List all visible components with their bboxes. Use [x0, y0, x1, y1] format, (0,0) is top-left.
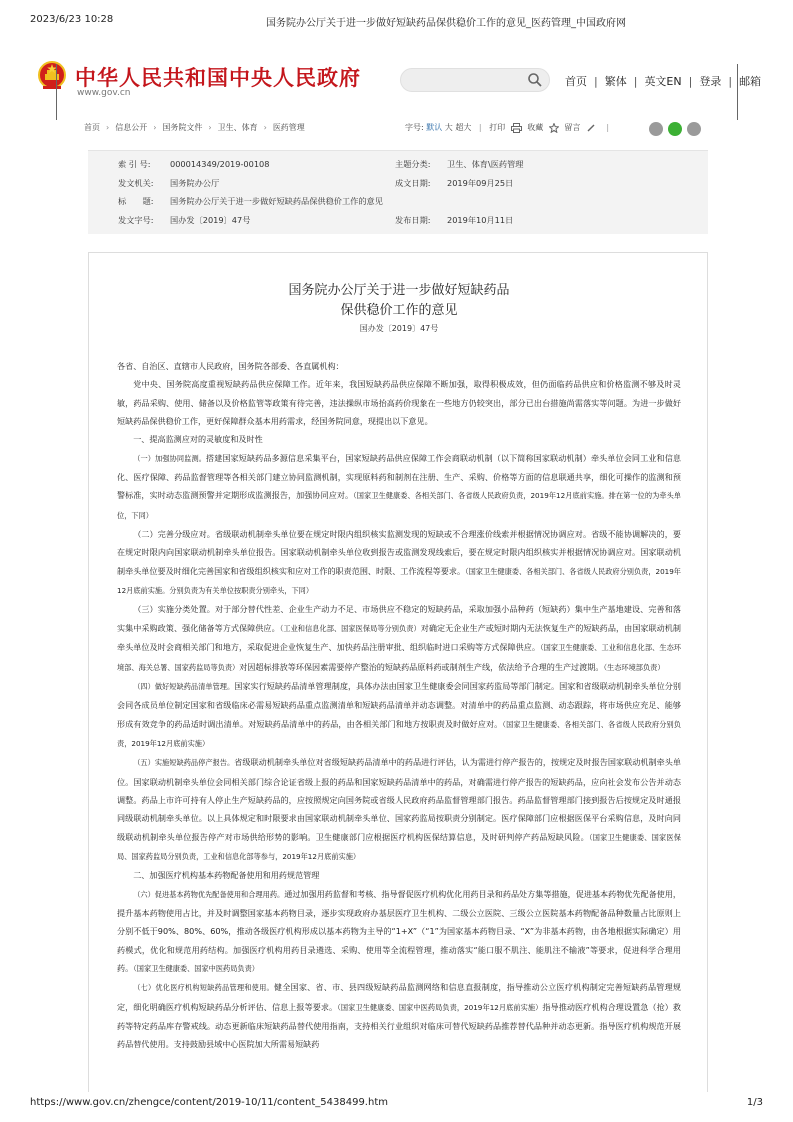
meta-docno-row: 发文字号: 国办发〔2019〕47号 — [118, 215, 251, 225]
meta-written-row: 成文日期: 2019年09月25日 — [395, 178, 514, 188]
print-page-title: 国务院办公厅关于进一步做好短缺药品保供稳价工作的意见_医药管理_中国政府网 — [266, 18, 626, 29]
search-input[interactable] — [400, 68, 550, 92]
doc-para-6: （六）促进基本药物优先配备使用和合理用药。通过加强用药监督和考核、指导督促医疗机构优化用药目录和药品处方集等措施，促进基本药物优先配备使用，提升基本药物使用占比，并及时调整国家基本药物目录，逐步实现政府办基层医疗卫生机构、二级公立医院、三级公立医院基本药物配备品种数量占比原则上分别不低于90%、80%、60%，推动各级医疗机构形成以基本药物为主导的“1+X”（“1”为国家基本药物目录、“X”为非基本药物，由各地根据实际确定）用药模式，优化和规范用药结构。加强医疗机构用药目录遴选、采购、使用等全流程管理，推动落实“能口服不肌注、能肌注不输液”等要求，促进科学合理用药。（国家卫生健康委、国家中医药局负责） — [117, 888, 681, 973]
breadcrumb: 首页 › 信息公开 › 国务院文件 › 卫生、体育 › 医药管理 — [84, 123, 305, 132]
share-bar — [649, 118, 706, 137]
layout-guide-left — [56, 64, 57, 120]
pencil-icon[interactable] — [586, 123, 596, 133]
qzone-share-icon[interactable] — [687, 122, 701, 136]
site-banner — [37, 54, 762, 104]
meta-index-row: 索 引 号: 000014349/2019-00108 — [118, 159, 270, 169]
meta-topic-row: 主题分类: 卫生、体育\医药管理 — [395, 159, 524, 169]
doc-title-line1: 国务院办公厅关于进一步做好短缺药品 — [288, 283, 510, 298]
crumb-health-sports[interactable]: 卫生、体育 — [217, 123, 258, 132]
crumb-medicine[interactable]: 医药管理 — [272, 123, 305, 132]
print-url: https://www.gov.cn/zhengce/content/2019-10/11/content_5438499.htm — [30, 1097, 388, 1108]
search-icon[interactable] — [527, 72, 543, 88]
nav-mail[interactable]: 邮箱 — [739, 75, 762, 88]
document-body — [88, 252, 708, 1092]
meta-issuer-row: 发文机关: 国务院办公厅 — [118, 178, 220, 188]
star-icon[interactable] — [549, 123, 559, 133]
page-tools: 字号: 默认 大 超大 | 打印 收藏 留言 | — [405, 123, 610, 132]
doc-heading-1: 一、提高监测应对的灵敏度和及时性 — [133, 434, 263, 445]
nav-home[interactable]: 首页 — [565, 75, 587, 88]
wechat-share-icon[interactable] — [668, 122, 682, 136]
doc-heading-2: 二、加强医疗机构基本药物配备使用和用药规范管理 — [133, 870, 320, 881]
doc-salutation: 各省、自治区、直辖市人民政府，国务院各部委、各直属机构： — [117, 361, 344, 371]
national-emblem-icon[interactable] — [37, 60, 67, 92]
comment-button[interactable]: 留言 — [564, 123, 581, 132]
doc-para-4: （四）做好短缺药品清单管理。国家实行短缺药品清单管理制度，具体办法由国家卫生健康委会同国家药监局等部门制定。国家和省级联动机制牵头单位分别会同各成员单位制定国家和省级临床必需易短缺药品重点监测清单和短缺药品清单并动态调整。对清单中的药品重点监测、动态跟踪，将市场供应充足、能够形成有效竞争的药品适时调出清单。对短缺药品清单中的药品，由各相关部门和地方按职责及时做好应对。（国家卫生健康委、各相关部门、各省级人民政府分别负责，2019年12月底前实施） — [117, 680, 681, 748]
meta-published-row: 发布日期: 2019年10月11日 — [395, 215, 514, 225]
weibo-share-icon[interactable] — [649, 122, 663, 136]
doc-para-5: （五）实施短缺药品停产报告。省级联动机制牵头单位对省级短缺药品清单中的药品进行评估，认为需进行停产报告的，按规定及时报告国家联动机制牵头单位。国家联动机制牵头单位会同相关部门综合论证省级上报的药品和国家短缺药品清单中的药品，对确需进行停产报告的短缺药品，应向社会发布公告并动态调整。药品上市许可持有人停止生产短缺药品的，应按照规定向国务院或省级人民政府药品监督管理部门报告。药品监督管理部门接到报告后按规定及时通报同级联动机制牵头单位。以上具体规定和时限要求由国家联动机制牵头单位、国家药监局按职责分别制定。医疗保障部门应根据医保平台采购信息，及时向同级联动机制牵头单位报告停产对市场供给形势的影响。卫生健康部门应根据医疗机构医保结算信息，及时研判停产药品短缺风险。（国家卫生健康委、国家医保局、国家药监局分别负责，工业和信息化部等参与，2019年12月底前实施） — [117, 757, 681, 861]
site-url: www.gov.cn — [77, 88, 131, 98]
doc-para-2: （二）完善分级应对。省级联动机制牵头单位要在规定时限内组织核实监测发现的短缺或不合理涨价线索并根据情况协调应对。省级不能协调解决的，要在规定时限内向国家联动机制牵头单位报告。国家联动机制牵头单位收到报告或监测发现线索后，要在规定时限内组织核实并根据情况协调应对。国家联动机制牵头单位要及时细化完善国家和省级组织核实和应对工作的职责范围、时限、工作流程等要求。（国家卫生健康委、各相关部门、各省级人民政府分别负责，2019年12月底前实施。分别负责为有关单位按职责分别牵头，下同） — [117, 529, 681, 596]
doc-number: 国办发〔2019〕47号 — [359, 324, 439, 333]
document-metadata — [88, 150, 708, 234]
top-nav: 首页 | 繁体 | 英文EN | 登录 | 邮箱 — [565, 75, 762, 88]
printer-icon[interactable] — [511, 123, 522, 133]
font-size-label: 字号: — [405, 123, 424, 132]
crumb-home[interactable]: 首页 — [84, 123, 100, 132]
favorite-button[interactable]: 收藏 — [527, 123, 544, 132]
layout-guide-right — [737, 64, 738, 120]
print-button[interactable]: 打印 — [489, 123, 506, 132]
print-datetime: 2023/6/23 10:28 — [30, 14, 114, 25]
doc-intro: 党中央、国务院高度重视短缺药品供应保障工作。近年来，我国短缺药品供应保障不断加强，取得积极成效，但仍面临药品供应和价格监测不够及时灵敏，药品采购、使用、储备以及价格监管等政策有待完善，违法操纵市场抬高药价现象在一些地方仍较突出，部分已出台措施尚需落实等问题。为进一步做好短缺药品保供稳价工作，更好保障群众基本用药需求，经国务院同意，现提出以下意见。 — [117, 379, 681, 427]
nav-english[interactable]: 英文EN — [644, 75, 682, 88]
font-large-button[interactable]: 大 — [444, 123, 453, 132]
doc-para-3: （三）实施分类处置。对于部分替代性差、企业生产动力不足、市场供应不稳定的短缺药品，采取加强小品种药（短缺药）集中生产基地建设、完善和落实集中采购政策、强化储备等方式保障供应。（工业和信息化部、国家医保局等分别负责）对确定无企业生产或短时期内无法恢复生产的短缺药品，由国家联动机制牵头单位及时会商相关部门和地方，采取促进企业恢复生产、加快药品注册审批、组织临时进口采购等方式保障供应。（国家卫生健康委、工业和信息化部、生态环境部、海关总署、国家药监局等负责）对因超标排放等环保因素需要停产整治的短缺药品原料药或制剂生产线，依法给予合理的生产过渡期。（生态环境部负责） — [117, 604, 681, 672]
crumb-state-docs[interactable]: 国务院文件 — [162, 123, 203, 132]
nav-traditional[interactable]: 繁体 — [604, 75, 627, 88]
meta-title-row: 标 题: 国务院办公厅关于进一步做好短缺药品保供稳价工作的意见 — [118, 196, 383, 206]
doc-title-line2: 保供稳价工作的意见 — [340, 303, 458, 318]
doc-para-1: （一）加强协同监测。搭建国家短缺药品多源信息采集平台，国家短缺药品供应保障工作会商联动机制（以下简称国家联动机制）牵头单位会同工业和信息化、医疗保障、药品监督管理等各相关部门建立协同监测机制，实现原料药和制剂在注册、生产、采购、价格等方面的信息联通共享，细化可操作的监测和预警标准，实时动态监测预警并定期形成监测报告，加强协同应对。（国家卫生健康委、各相关部门、各省级人民政府负责，2019年12月底前实施。排在第一位的为牵头单位，下同） — [117, 452, 681, 520]
nav-login[interactable]: 登录 — [699, 75, 722, 88]
doc-text — [117, 357, 681, 1054]
font-xlarge-button[interactable]: 超大 — [455, 123, 472, 132]
print-page-number: 1/3 — [746, 1097, 763, 1108]
crumb-info[interactable]: 信息公开 — [115, 123, 148, 132]
site-name[interactable]: 中华人民共和国中央人民政府 — [75, 65, 361, 90]
doc-para-7: （七）优化医疗机构短缺药品管理和使用。健全国家、省、市、县四级短缺药品监测网络和信息直报制度，指导推动公立医疗机构制定完善短缺药品管理规定，细化明确医疗机构短缺药品分析评估、信息上报等要求。（国家卫生健康委、国家中医药局负责，2019年12月底前实施）指导推动医疗机构合理设置急（抢）救药等特定药品库存警戒线。动态更新临床短缺药品替代使用指南，支持相关行业组织对临床可替代短缺药品推荐替代品种并动态更新。指导医疗机构规范开展药品替代使用。支持鼓励县域中心医院加大所需易短缺药 — [117, 982, 681, 1050]
font-default-button[interactable]: 默认 — [426, 123, 443, 132]
